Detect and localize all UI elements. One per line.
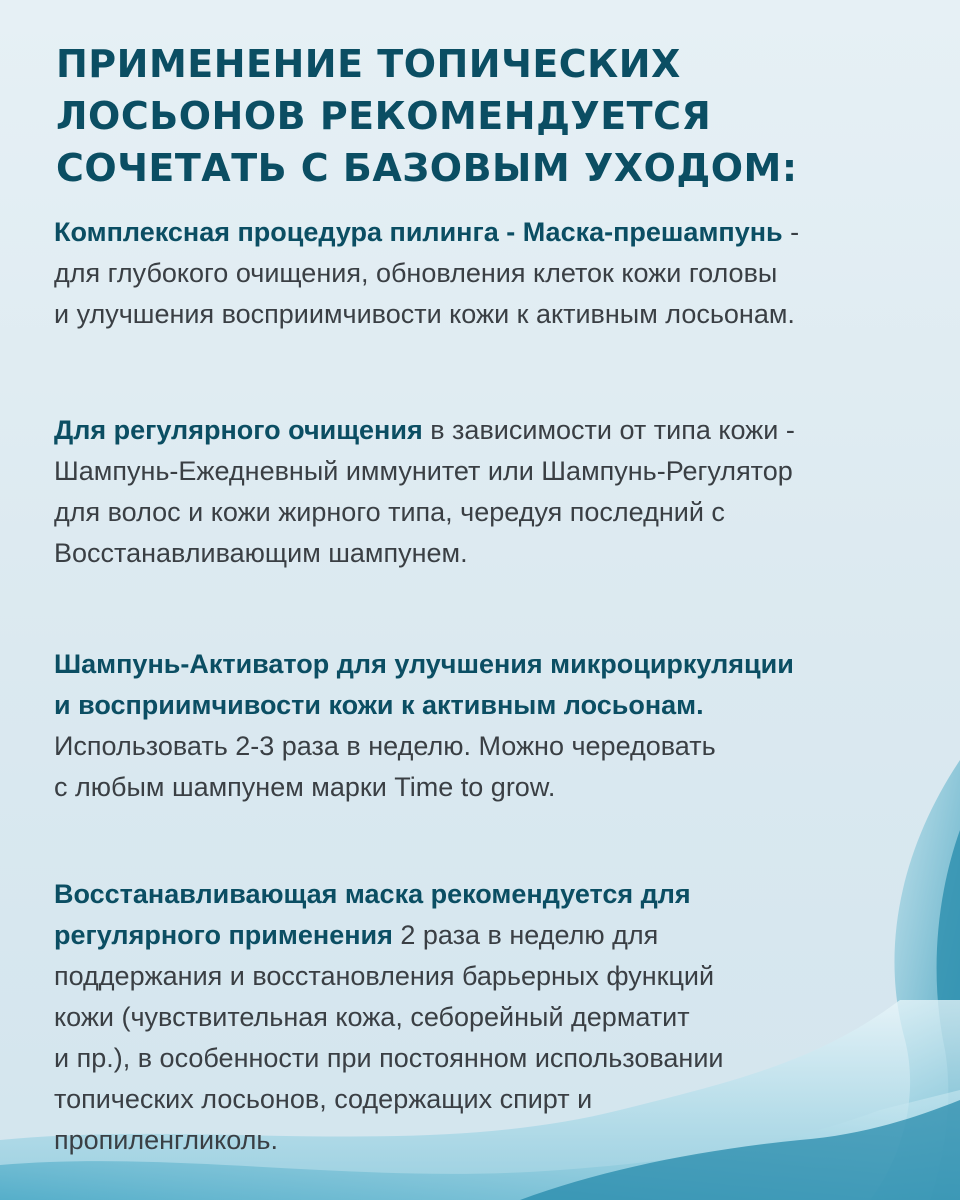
section-text: в зависимости от типа кожи - [422, 415, 795, 445]
section-heading: Для регулярного очищения [54, 415, 423, 445]
section-line: для глубокого очищения, обновления клеток кожи головы [54, 258, 778, 288]
section-line: кожи (чувствительная кожа, себорейный дерматит [54, 1002, 690, 1032]
section-line: с любым шампунем марки Time to grow. [54, 772, 556, 802]
title-line: ЛОСЬОНОВ РЕКОМЕНДУЕТСЯ [56, 94, 712, 138]
section-mask [54, 874, 934, 1161]
section-activator [54, 644, 934, 808]
section-line: и улучшения восприимчивости кожи к активным лосьонам. [54, 299, 795, 329]
section-line [54, 212, 934, 253]
section-peeling [54, 212, 934, 335]
page-title [56, 38, 916, 194]
section-line [54, 410, 934, 451]
section-line [54, 915, 934, 956]
section-cleansing [54, 410, 934, 574]
section-heading: Шампунь-Активатор для улучшения микроциркуляции [54, 649, 794, 679]
section-line: и пр.), в особенности при постоянном использовании [54, 1043, 724, 1073]
section-heading: регулярного применения [54, 920, 393, 950]
section-line: Восстанавливающим шампунем. [54, 538, 468, 568]
title-line: СОЧЕТАТЬ С БАЗОВЫМ УХОДОМ: [56, 146, 798, 190]
section-heading: Восстанавливающая маска рекомендуется для [54, 879, 691, 909]
section-heading: и восприимчивости кожи к активным лосьонам. [54, 690, 704, 720]
section-text: 2 раза в неделю для [392, 920, 659, 950]
section-line: поддержания и восстановления барьерных функций [54, 961, 715, 991]
section-line: для волос и кожи жирного типа, чередуя последний с [54, 497, 725, 527]
section-line: топических лосьонов, содержащих спирт и [54, 1084, 593, 1114]
section-line: Шампунь-Ежедневный иммунитет или Шампунь-Регулятор [54, 456, 793, 486]
section-heading: Комплексная процедура пилинга - Маска-прешампунь [54, 217, 783, 247]
title-line: ПРИМЕНЕНИЕ ТОПИЧЕСКИХ [56, 42, 681, 86]
section-text: - [782, 217, 800, 247]
section-line: пропиленгликоль. [54, 1125, 278, 1155]
section-line: Использовать 2-3 раза в неделю. Можно чередовать [54, 731, 716, 761]
